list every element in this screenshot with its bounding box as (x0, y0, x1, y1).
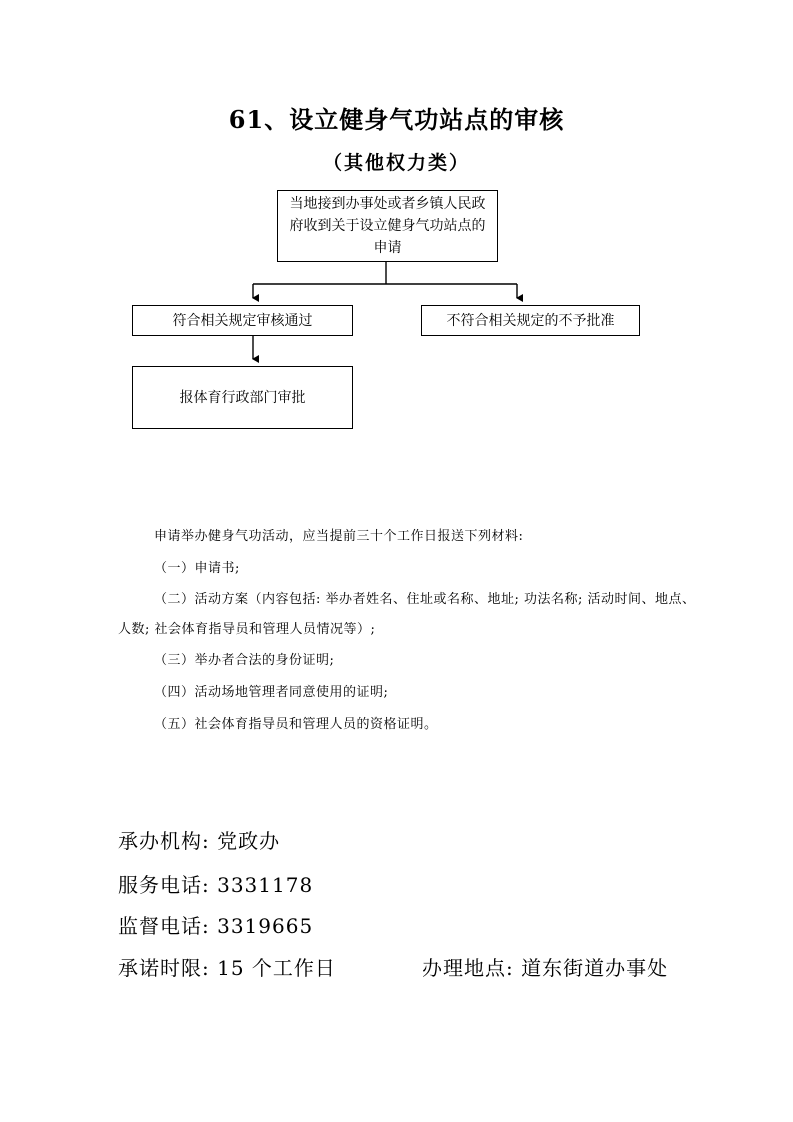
materials-item: （一）申请书; (154, 561, 240, 576)
flow-box-approved (132, 305, 353, 336)
materials-item: （二）活动方案（内容包括: 举办者姓名、住址或名称、地址; 功法名称; 活动时间、地点、人数; 社会体育指导员和管理人员情况等）; (118, 592, 696, 637)
page-title: 61、设立健身气功站点的审核 (228, 105, 565, 134)
materials-item: （四）活动场地管理者同意使用的证明; (154, 685, 389, 700)
materials-item: （三）举办者合法的身份证明; (154, 653, 335, 668)
flow-box-application (277, 190, 498, 262)
materials-intro: 申请举办健身气功活动，应当提前三十个工作日报送下列材料: (154, 529, 524, 544)
contact-location: 办理地点: 道东街道办事处 (422, 956, 669, 980)
flow-box-rejected (421, 305, 640, 336)
contact-service-phone: 服务电话: 3331178 (118, 873, 314, 897)
contact-organization: 承办机构: 党政办 (118, 829, 281, 853)
flow-box-report (132, 366, 353, 429)
flow-box-rejected-text: 不符合相关规定的不予批准 (446, 312, 615, 329)
contact-time-limit: 承诺时限: 15 个工作日 (118, 956, 336, 980)
flow-box-report-text: 报体育行政部门审批 (179, 389, 306, 406)
contact-supervision-phone: 监督电话: 3319665 (118, 914, 314, 938)
flow-box-approved-text: 符合相关规定审核通过 (172, 312, 313, 329)
materials-section (118, 521, 698, 741)
page-subtitle: （其他权力类） (322, 152, 470, 174)
flow-box-application-text: 当地接到办事处或者乡镇人民政府收到关于设立健身气功站点的申请 (289, 196, 486, 256)
materials-item: （五）社会体育指导员和管理人员的资格证明。 (154, 717, 438, 732)
